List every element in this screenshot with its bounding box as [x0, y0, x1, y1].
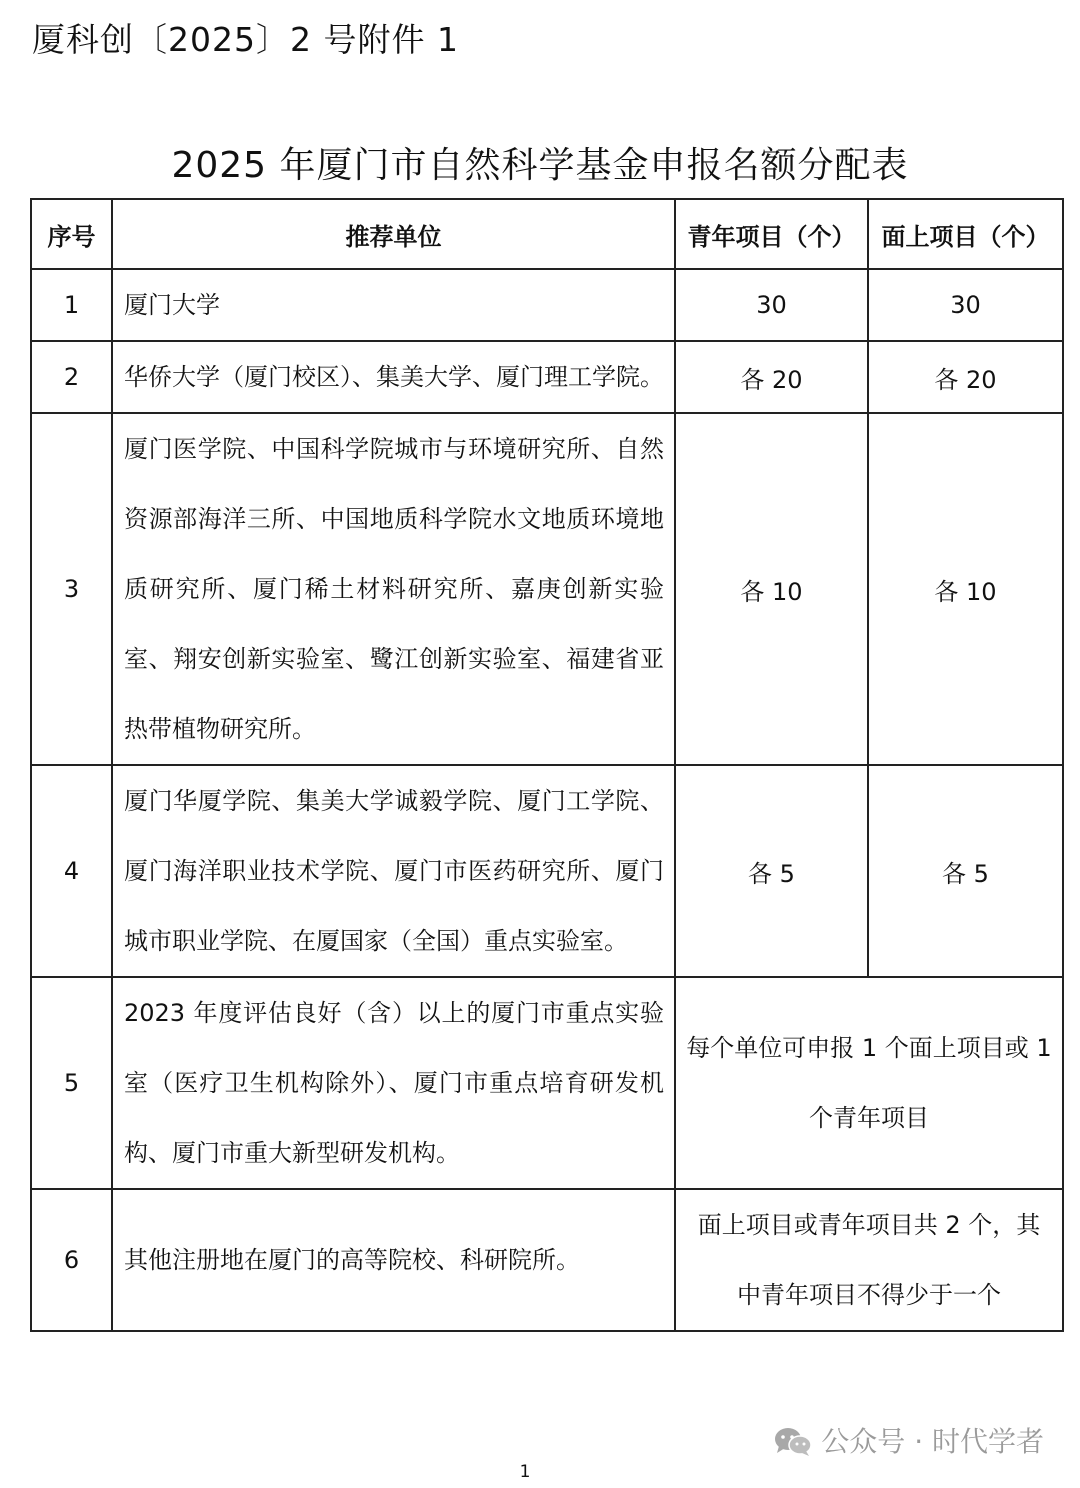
row-unit-text: 华侨大学（厦门校区）、集美大学、厦门理工学院。 — [124, 363, 664, 391]
wechat-icon — [773, 1426, 813, 1458]
row-unit — [112, 1189, 675, 1331]
row-young-quota: 30 — [675, 269, 868, 341]
header-general: 面上项目（个） — [868, 199, 1063, 269]
row-unit-text: 其他注册地在厦门的高等院校、科研院所。 — [124, 1246, 580, 1274]
header-unit: 推荐单位 — [112, 199, 675, 269]
row-unit-text: 厦门大学 — [124, 291, 220, 319]
row-unit — [112, 765, 675, 977]
row-seq: 3 — [31, 413, 112, 765]
header-seq: 序号 — [31, 199, 112, 269]
watermark — [773, 1424, 1044, 1460]
row-merged-quota-text: 每个单位可申报 1 个面上项目或 1 个青年项目 — [686, 1034, 1052, 1132]
watermark-text: 公众号 · 时代学者 — [821, 1425, 1044, 1458]
row-young-quota: 各 5 — [675, 765, 868, 977]
row-seq: 4 — [31, 765, 112, 977]
table-header-row — [31, 199, 1063, 269]
header-young: 青年项目（个） — [675, 199, 868, 269]
row-seq: 1 — [31, 269, 112, 341]
row-general-quota: 各 10 — [868, 413, 1063, 765]
table-row — [31, 977, 1063, 1189]
row-unit — [112, 977, 675, 1189]
row-seq: 2 — [31, 341, 112, 413]
row-merged-quota — [675, 1189, 1063, 1331]
row-seq: 6 — [31, 1189, 112, 1331]
row-general-quota: 各 5 — [868, 765, 1063, 977]
document-title: 2025 年厦门市自然科学基金申报名额分配表 — [171, 145, 909, 186]
quota-allocation-table — [30, 198, 1064, 1332]
row-unit-text: 厦门医学院、中国科学院城市与环境研究所、自然资源部海洋三所、中国地质科学院水文地质环境地质研究所、厦门稀土材料研究所、嘉庚创新实验室、翔安创新实验室、鹭江创新实验室、福建省亚热带植物研究所。 — [124, 435, 664, 743]
row-seq: 5 — [31, 977, 112, 1189]
table-row — [31, 341, 1063, 413]
row-general-quota: 各 20 — [868, 341, 1063, 413]
row-young-quota: 各 10 — [675, 413, 868, 765]
row-unit-text: 厦门华厦学院、集美大学诚毅学院、厦门工学院、厦门海洋职业技术学院、厦门市医药研究所、厦门城市职业学院、在厦国家（全国）重点实验室。 — [124, 787, 664, 955]
table-row — [31, 413, 1063, 765]
row-unit — [112, 413, 675, 765]
table-row — [31, 1189, 1063, 1331]
document-reference: 厦科创〔2025〕2 号附件 1 — [32, 20, 459, 59]
row-young-quota: 各 20 — [675, 341, 868, 413]
table-row — [31, 765, 1063, 977]
row-merged-quota — [675, 977, 1063, 1189]
row-general-quota: 30 — [868, 269, 1063, 341]
row-merged-quota-text: 面上项目或青年项目共 2 个，其中青年项目不得少于一个 — [697, 1211, 1041, 1309]
page-number: 1 — [519, 1462, 531, 1482]
table-row — [31, 269, 1063, 341]
row-unit-text: 2023 年度评估良好（含）以上的厦门市重点实验室（医疗卫生机构除外）、厦门市重点培育研发机构、厦门市重大新型研发机构。 — [124, 999, 664, 1167]
row-unit — [112, 269, 675, 341]
row-unit — [112, 341, 675, 413]
